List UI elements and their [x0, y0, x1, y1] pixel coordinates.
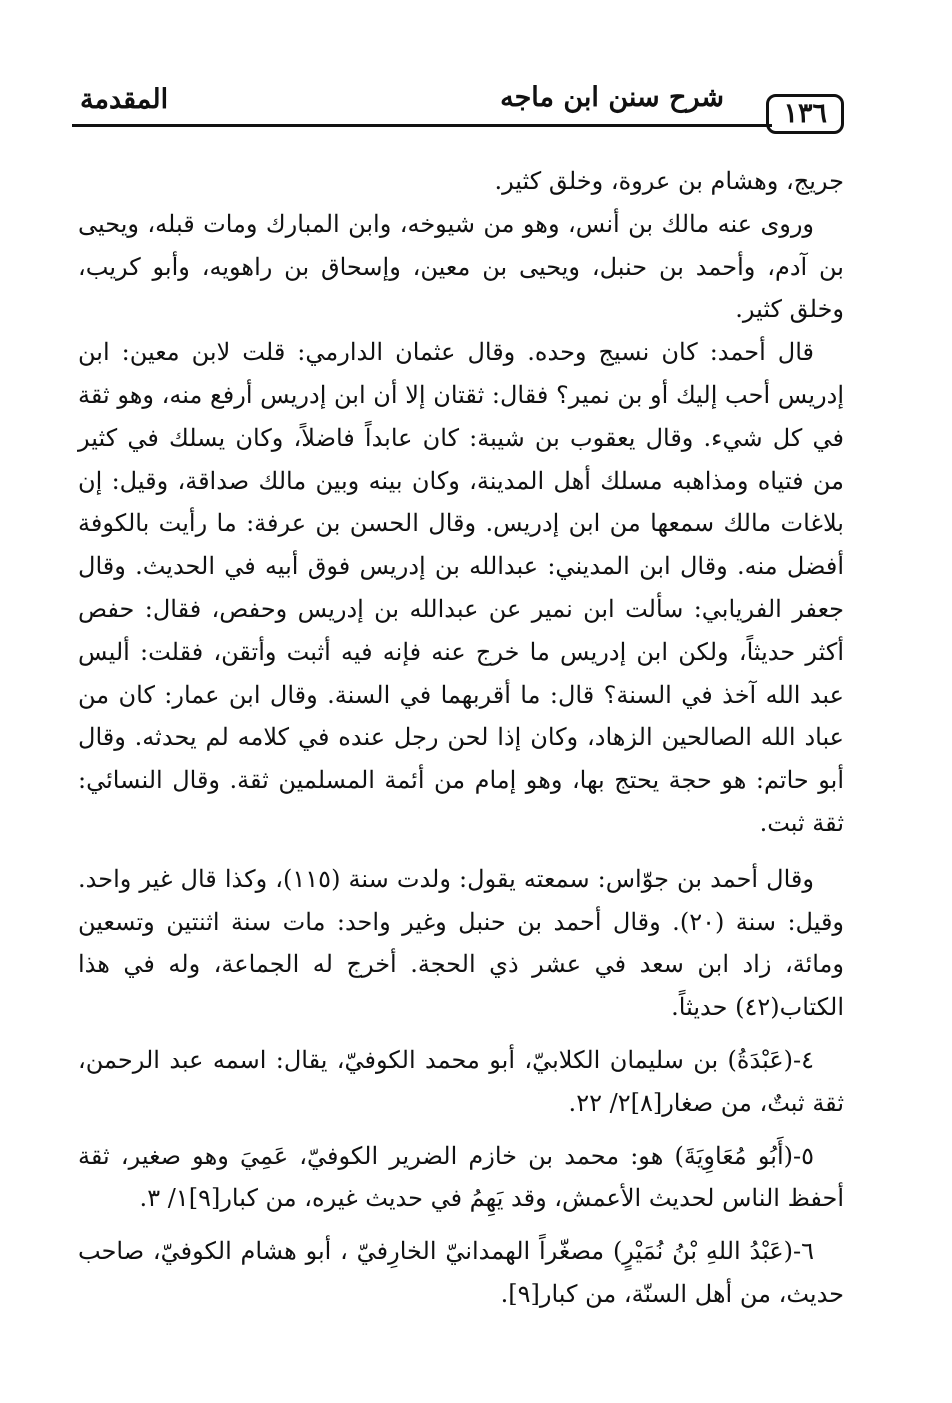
narrator-entry-5: ٥-(أَبُو مُعَاوِيَةَ) هو: محمد بن خازم الضرير الكوفيّ، عَمِيَ وهو صغير، ثقة أحفظ الناس لحديث الأعمش، وقد يَهِمُ في حديث غيره، من كبار[٩]١/ ٣. — [78, 1141, 844, 1213]
narrator-entry-6: ٦-(عَبْدُ اللهِ بْنُ نُمَيْرٍ) مصغّراً الهمدانيّ الخارِفيّ ، أبو هشام الكوفيّ، صاحب حديث، من أهل السنّة، من كبار[٩]. — [78, 1237, 844, 1308]
paragraph-continuation: جريج، وهشام بن عروة، وخلق كثير. — [494, 167, 844, 195]
page-number: ١٣٦ — [766, 94, 844, 134]
page-header — [72, 78, 844, 128]
narrator-entry-4: ٤-(عَبْدَةُ) بن سليمان الكلابيّ، أبو محمد الكوفيّ، يقال: اسمه عبد الرحمن، ثقة ثبتٌ، من صغار[٨]٢/ ٢٢. — [78, 1045, 844, 1117]
paragraph-praise: قال أحمد: كان نسيج وحده. وقال عثمان الدارمي: قلت لابن معين: ابن إدريس أحب إليك أو بن نمير؟ فقال: ثقتان إلا أن ابن إدريس أرفع منه، وهو ثقة في كل شيء. وقال يعقوب بن شيبة: كان عابداً فاضلاً، وكان يسلك في كثير من فتياه ومذاهبه مسلك أهل المدينة، وكان بينه وبين مالك صداقة، وقيل: إن بلاغات مالك سمعها من ابن إدريس. وقال الحسن بن عرفة: ما رأيت بالكوفة أفضل منه. وقال ابن المديني: عبدالله بن إدريس فوق أبيه في الحديث. وقال جعفر الفريابي: سألت ابن نمير عن عبدالله بن إدريس وحفص، فقال: حفص أكثر حديثاً، ولكن ابن إدريس ما خرج عنه فإنه فيه أثبت وأتقن، فقلت: أليس عبد الله آخذ في السنة؟ قال: ما أقربهما في السنة. وقال ابن عمار: كان من عباد الله الصالحين الزهاد، وكان إذا لحن رجل عنده في كلامه لم يحدثه. وقال أبو حاتم: هو حجة يحتج بها، وهو إمام من أئمة المسلمين ثقة. وقال النسائي: ثقة ثبت. — [78, 338, 844, 837]
paragraph-birth-death: وقال أحمد بن جوّاس: سمعته يقول: ولدت سنة (١١٥)، وكذا قال غير واحد. وقيل: سنة (٢٠). وقال أحمد بن حنبل وغير واحد: مات سنة اثنتين وتسعين ومائة، زاد ابن سعد في عشر ذي الحجة. أخرج له الجماعة، وله في هذا الكتاب(٤٢) حديثاً. — [78, 864, 845, 1022]
book-title: شرح سنن ابن ماجه — [500, 82, 724, 113]
section-title: المقدمة — [80, 84, 169, 115]
page-body — [78, 160, 844, 1316]
paragraph-students: وروى عنه مالك بن أنس، وهو من شيوخه، وابن المبارك ومات قبله، ويحيى بن آدم، وأحمد بن حنبل، ويحيى بن معين، وإسحاق بن راهويه، وأبو كريب، وخلق كثير. — [78, 209, 844, 324]
header-rule — [72, 124, 772, 127]
